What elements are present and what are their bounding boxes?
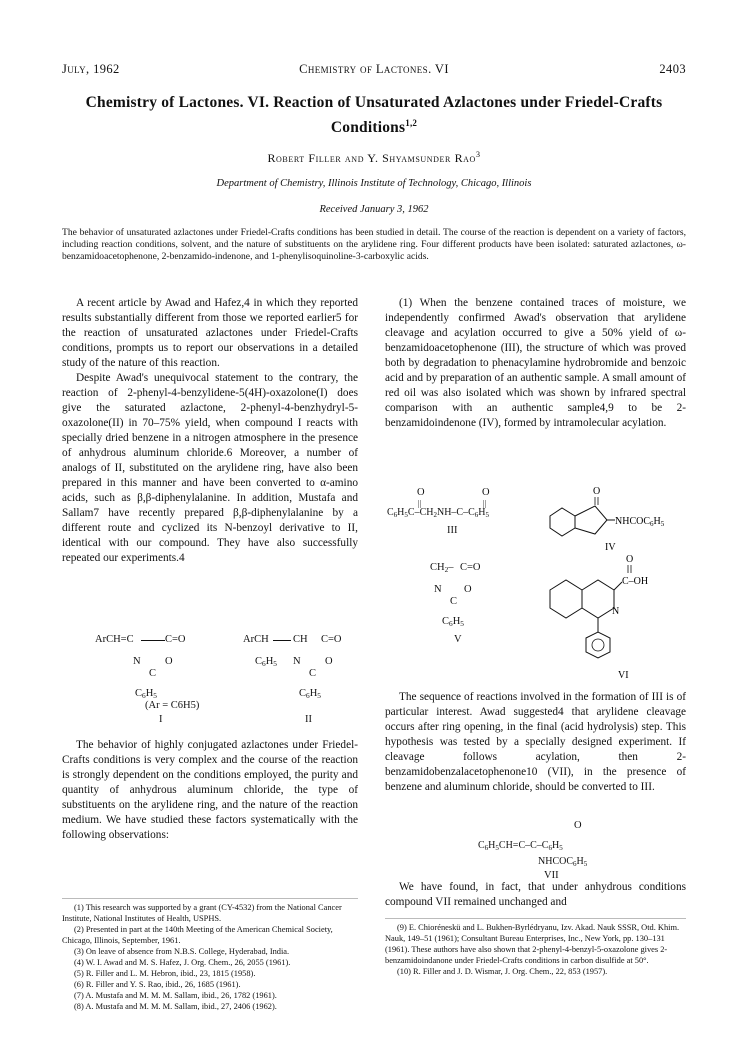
received-date: Received January 3, 1962	[319, 204, 429, 215]
footnotes-left	[62, 902, 358, 1012]
running-header	[62, 62, 686, 78]
struct-VI-carboxyl: C–OH	[622, 576, 649, 587]
structure-VII	[478, 820, 618, 880]
left-column	[62, 296, 358, 566]
struct-IV-o: O	[593, 486, 601, 497]
footnote-divider	[62, 898, 358, 899]
cyclopentenone-ring	[575, 506, 607, 534]
footnote: (9) E. Chioréneskü and L. Bukhen-Byrlédryanu, Izv. Akad. Nauk SSSR, Otd. Khim. Nauk, 149–51 (1961); Consultant Bureau Enterprises, Inc., New York, pp. 130–131 (1961). These authors have also shown that 2-phenyl-4-benzyl-5-oxazolone gives 2-benzamidoindanone under Friedel-Crafts conditions in carbon disulfide at 50°.	[385, 923, 680, 965]
benzene-ring	[550, 580, 582, 618]
right-column	[385, 296, 686, 431]
struct-II-phenyl-2: $C_6H_5$	[299, 688, 321, 700]
footnote: (5) R. Filler and L. M. Hebron, ibid., 23, 1815 (1958).	[74, 969, 256, 978]
structure-I	[95, 634, 225, 724]
struct-I-arch: ArCH=C	[95, 634, 134, 645]
footnote: (2) Presented in part at the 140th Meeting of the American Chemical Society, Chicago, Illinois, September, 1961.	[62, 925, 333, 945]
struct-V-n: N	[434, 584, 442, 595]
struct-II-ch: CH	[293, 634, 308, 645]
footnote: (3) On leave of absence from N.B.S. College, Hyderabad, India.	[74, 947, 290, 956]
paragraph: A recent article by Awad and Hafez,4 in which they reported results substantially different from those we reported earlier5 for the reaction of unsaturated azlactones under Friedel-Crafts conditions, prompts us to report our observations in a detailed study of the nature of this reaction.	[62, 297, 358, 369]
paragraph: Despite Awad's unequivocal statement to the contrary, the reaction of 2-phenyl-4-benzylidene-5(4H)-oxazolone(I) does give the saturated azlactone, 2-phenyl-4-benzhydryl-5-oxazolone(II) in 70–75% yield, when compound I reacts with specially dried benzene in a nitrogen atmosphere in the presence of anhydrous aluminum chloride.6 Moreover, a number of analogs of II, substituted on the arylidene ring, have also been prepared in this manner and have been converted to α-amino acids, such as β,β-diphenylalanine. In addition, Mustafa and Sallam7 have recently prepared β,β-diphenylalanine by a different route and cyclized its N-benzoyl derivative to II, identical with our compound. They have also successfully repeated our experiments.4	[62, 372, 358, 564]
struct-VII-amide: $NHCOC_6H_5$	[538, 856, 588, 868]
struct-III-o2: O	[482, 487, 490, 498]
struct-II-arch: ArCH	[243, 634, 269, 645]
authors: Robert Filler and Y. Shyamsunder Rao	[267, 151, 476, 165]
header-date: July, 1962	[62, 62, 120, 76]
footnotes-right	[385, 922, 686, 977]
struct-VI-o: O	[626, 554, 634, 565]
structure-V	[430, 562, 510, 652]
struct-II-carbonyl: C=O	[321, 634, 342, 645]
phenyl-ring	[586, 632, 610, 658]
author-line	[62, 150, 686, 166]
struct-I-c: C	[149, 668, 157, 679]
structure-VI	[540, 552, 690, 687]
struct-V-ch2: $CH_2-$	[430, 562, 454, 574]
struct-V-phenyl: $C_6H_5$	[442, 616, 464, 628]
double-bond: ||	[418, 499, 422, 508]
struct-V-label: V	[454, 634, 462, 645]
page-number: 2403	[659, 62, 686, 76]
benzene-ring	[550, 508, 575, 536]
footnote: (10) R. Filler and J. D. Wismar, J. Org. Chem., 22, 853 (1957).	[397, 967, 608, 976]
article-title	[62, 93, 686, 138]
struct-I-label: I	[159, 714, 163, 725]
pyridine-ring	[582, 580, 614, 618]
struct-VII-o: O	[574, 820, 582, 831]
struct-V-carbonyl: C=O	[460, 562, 481, 573]
paragraph: The behavior of highly conjugated azlactones under Friedel-Crafts conditions is very complex and the course of the reaction is strongly dependent on the conditions employed, the purity and quantity of anhydrous aluminum chloride, the type of substituents on the arylidene ring, and the nature of the reaction medium. We have studied these factors systematically with the following observations:	[62, 739, 358, 841]
paragraph: The sequence of reactions involved in the formation of III is of particular interest. Awad suggested4 that arylidene cleavage occurs after ring opening, in the final (acid hydrolysis) step. This hypothesis was tested by a specially designed experiment. If cleavage follows acylation, then 2-benzamidobenzalacetophenone10 (VII), in the presence of benzene and aluminum chloride, should be converted to III.	[385, 691, 686, 793]
paragraph: We have found, in fact, that under anhydrous conditions compound VII remained unchanged and	[385, 881, 686, 908]
author-footnote-ref: 3	[475, 150, 481, 159]
bond	[273, 640, 291, 641]
struct-I-phenyl: $C_6H_5$	[135, 688, 157, 700]
struct-II-o: O	[325, 656, 333, 667]
right-column-continued	[385, 690, 686, 795]
footnote: (7) A. Mustafa and M. M. M. Sallam, ibid., 26, 1782 (1961).	[74, 991, 277, 1000]
paragraph: (1) When the benzene contained traces of moisture, we independently confirmed Awad's observation that arylidene cleavage and acylation occurred to give a 50% yield of ω-benzamidoacetophenone (III), the structure of which was proved both by degradation to phenacylamine hydrobromide and benzoic acid and by preparation of an authentic sample. A small amount of red oil was also isolated which was shown by infrared spectral comparison with an authentic sample4,9 to be 2-benzamidoindenone (IV), formed by intramolecular acylation.	[385, 297, 686, 429]
structure-III	[387, 487, 527, 537]
title-footnote-refs: 1,2	[405, 118, 418, 128]
struct-II-n: N	[293, 656, 301, 667]
header-journal-title: Chemistry of Lactones. VI	[299, 62, 449, 76]
footnote: (4) W. I. Awad and M. S. Hafez, J. Org. Chem., 26, 2055 (1961).	[74, 958, 291, 967]
struct-III-label: III	[447, 525, 458, 536]
struct-VII-label: VII	[544, 870, 559, 881]
article-title-text: Chemistry of Lactones. VI. Reaction of Unsaturated Azlactones under Friedel-Crafts Conditions	[85, 94, 663, 137]
footnote: (8) A. Mustafa and M. M. M. Sallam, ibid., 27, 2406 (1962).	[74, 1002, 277, 1011]
structure-IV	[545, 484, 685, 554]
struct-I-carbonyl: C=O	[165, 634, 186, 645]
struct-I-n: N	[133, 656, 141, 667]
bond	[141, 640, 165, 641]
affiliation: Department of Chemistry, Illinois Institute of Technology, Chicago, Illinois	[216, 178, 532, 189]
struct-I-ar-note: (Ar = C6H5)	[145, 700, 200, 711]
struct-IV-label: IV	[605, 542, 616, 553]
double-bond: ||	[483, 499, 487, 508]
struct-II-c: C	[309, 668, 317, 679]
footnote: (6) R. Filler and Y. S. Rao, ibid., 26, 1685 (1961).	[74, 980, 241, 989]
abstract: The behavior of unsaturated azlactones under Friedel-Crafts conditions has been studied in detail. The course of the reaction is dependent on a variety of factors, including reaction conditions, solvent, and the nature of substituents on the arylidene ring. Four different products have been isolated: saturated azlactones, ω-benzamidoacetophenone, 2-benzamido-indenone, and 1-phenylisoquinoline-3-carboxylic acids.	[62, 227, 686, 263]
struct-VII-formula: $C_6H_5CH=C-C-C_6H_5$	[478, 840, 563, 852]
right-column-final	[385, 880, 686, 910]
struct-IV-substituent: $NHCOC_6H_5$	[615, 516, 665, 528]
structure-II	[243, 634, 363, 724]
struct-VI-label: VI	[618, 670, 629, 681]
footnote: (1) This research was supported by a grant (CY-4532) from the National Cancer Institute, National Institutes of Health, USPHS.	[62, 903, 342, 923]
struct-III-o1: O	[417, 487, 425, 498]
struct-III-formula: $C_6H_5C-CH_2NH-C-C_6H_5$	[387, 507, 489, 519]
struct-VI-n: N	[612, 606, 620, 617]
struct-I-o: O	[165, 656, 173, 667]
struct-V-c: C	[450, 596, 458, 607]
struct-II-phenyl-1: $C_6H_5$	[255, 656, 277, 668]
footnote-divider	[385, 918, 686, 919]
struct-II-label: II	[305, 714, 312, 725]
left-column-continued	[62, 738, 358, 843]
struct-V-o: O	[464, 584, 472, 595]
